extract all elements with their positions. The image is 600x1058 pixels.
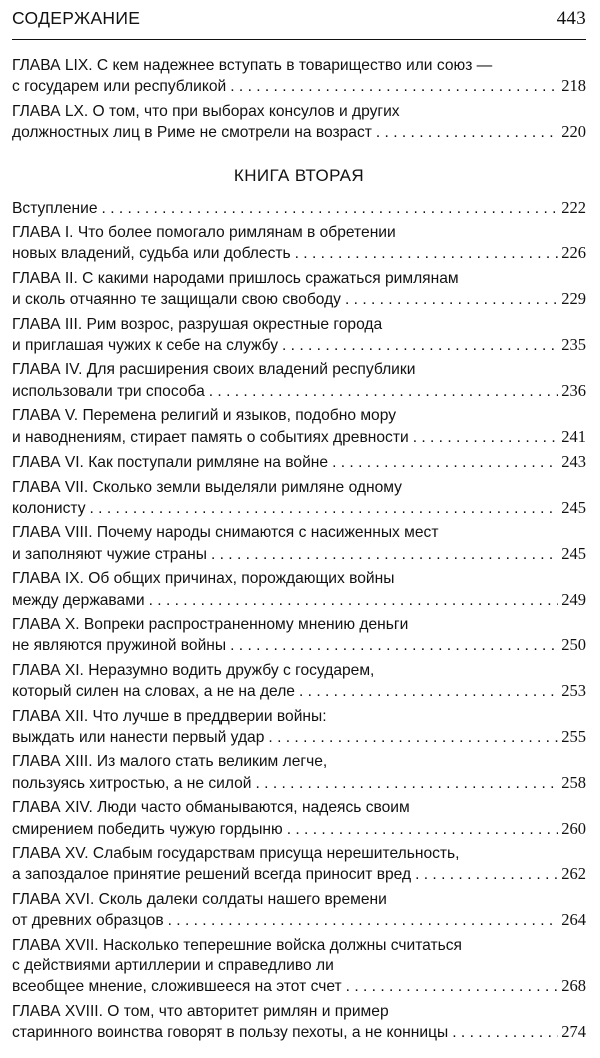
- toc-entry-line: ГЛАВА X. Вопреки распространенному мнению деньги: [12, 615, 409, 633]
- toc-entry-final-line: [12, 819, 586, 840]
- toc-entry-text: старинного воинства говорят в пользу пехоты, а не конницы: [12, 1024, 449, 1042]
- dot-leader: [211, 545, 558, 565]
- header-rule: [12, 39, 586, 40]
- toc-entry: [12, 360, 586, 402]
- toc-entry: [12, 56, 586, 98]
- toc-entry: [12, 661, 586, 703]
- toc-entry: [12, 890, 586, 932]
- toc-entry-text: выждать или нанести первый удар: [12, 728, 265, 746]
- toc-entry-final-line: [12, 727, 586, 748]
- toc-entry-final-line: [12, 198, 586, 219]
- toc-entry-page: 249: [561, 589, 586, 609]
- toc-entry: [12, 223, 586, 265]
- toc-entry-text: смирением победить чужую гордыню: [12, 820, 283, 838]
- dot-leader: [415, 865, 558, 885]
- toc-entry-page: 253: [561, 681, 586, 701]
- toc-entry-line: ГЛАВА LX. О том, что при выборах консулов и других: [12, 102, 400, 120]
- toc-entry-final-line: [12, 635, 586, 656]
- toc-entry-final-line: [12, 498, 586, 519]
- toc-entry-line: ГЛАВА IV. Для расширения своих владений республики: [12, 361, 416, 379]
- toc-entry-text: и наводнениям, стирает память о событиях древности: [12, 428, 409, 446]
- toc-entry-final-line: [12, 976, 586, 997]
- dot-leader: [376, 123, 558, 143]
- book-one-tail: [12, 56, 586, 144]
- toc-entry-page: 245: [561, 543, 586, 563]
- running-head-title: СОДЕРЖАНИЕ: [12, 8, 141, 28]
- toc-entry-page: 220: [561, 122, 586, 142]
- toc-entry-text: с государем или республикой: [12, 78, 227, 96]
- toc-entry-final-line: [12, 1022, 586, 1043]
- toc-entry-page: 250: [561, 635, 586, 655]
- toc-entry-final-line: [12, 381, 586, 402]
- toc-entry-text: и заполняют чужие страны: [12, 545, 207, 563]
- toc-entry: [12, 269, 586, 311]
- toc-entry: [12, 452, 586, 473]
- toc-entry-line: ГЛАВА IX. Об общих причинах, порождающих войны: [12, 570, 395, 588]
- dot-leader: [268, 728, 558, 748]
- toc-entry: [12, 523, 586, 565]
- toc-entry: [12, 1002, 586, 1044]
- toc-entry-line: ГЛАВА VII. Сколько земли выделяли римляне одному: [12, 478, 402, 496]
- dot-leader: [299, 682, 558, 702]
- toc-entry-final-line: [12, 681, 586, 702]
- toc-entry-page: 268: [561, 976, 586, 996]
- dot-leader: [287, 820, 559, 840]
- dot-leader: [332, 453, 558, 473]
- toc-entry-line: ГЛАВА III. Рим возрос, разрушая окрестные города: [12, 315, 383, 333]
- toc-entry-page: 274: [561, 1022, 586, 1042]
- toc-entry: [12, 406, 586, 448]
- toc-entry-final-line: [12, 452, 586, 473]
- toc-entry-line: ГЛАВА XVI. Сколь далеки солдаты нашего времени: [12, 890, 387, 908]
- toc-entry-page: 245: [561, 497, 586, 517]
- toc-entry-text: пользуясь хитростью, а не силой: [12, 774, 252, 792]
- toc-entry-final-line: [12, 544, 586, 565]
- toc-entry: [12, 478, 586, 520]
- toc-entry-line: ГЛАВА XV. Слабым государствам присуща нерешительность,: [12, 845, 460, 862]
- toc-entry-page: 218: [561, 76, 586, 96]
- toc-entry-line: ГЛАВА I. Что более помогало римлянам в обретении: [12, 224, 396, 242]
- toc-entry-line: ГЛАВА XII. Что лучше в преддверии войны:: [12, 707, 327, 725]
- dot-leader: [102, 199, 559, 219]
- toc-entry-text: который силен на словах, а не на деле: [12, 683, 295, 701]
- dot-leader: [256, 774, 559, 794]
- toc-entry-page: 262: [561, 864, 586, 884]
- book-two-entries: [12, 198, 586, 1044]
- toc-entry-page: 229: [561, 289, 586, 309]
- toc-entry-page: 255: [561, 726, 586, 746]
- toc-entry: [12, 315, 586, 357]
- toc-entry-line: ГЛАВА VIII. Почему народы снимаются с насиженных мест: [12, 524, 439, 542]
- toc-entry-page: 236: [561, 380, 586, 400]
- toc-entry-line: ГЛАВА XIV. Люди часто обманываются, надеясь своим: [12, 799, 410, 817]
- dot-leader: [452, 1023, 558, 1043]
- toc-entry-page: 260: [561, 818, 586, 838]
- toc-entry-text: не являются пружиной войны: [12, 637, 227, 655]
- toc-entry-final-line: [12, 427, 586, 448]
- toc-entry-line: ГЛАВА XI. Неразумно водить дружбу с государем,: [12, 661, 375, 679]
- toc-entry: [12, 102, 586, 144]
- book-two-title: КНИГА ВТОРАЯ: [233, 165, 365, 185]
- dot-leader: [230, 77, 558, 97]
- toc-entry-final-line: [12, 864, 586, 885]
- toc-entry-line: ГЛАВА XIII. Из малого стать великим легче,: [12, 753, 328, 771]
- toc-entry-page: 222: [561, 197, 586, 217]
- toc-entry-page: 243: [561, 452, 586, 472]
- dot-leader: [149, 591, 559, 611]
- toc-entry-text: Вступление: [12, 199, 98, 217]
- toc-entry-page: 241: [561, 426, 586, 446]
- toc-entry: [12, 198, 586, 219]
- toc-entry-final-line: [12, 773, 586, 794]
- toc-entry-text: должностных лиц в Риме не смотрели на возраст: [12, 124, 372, 142]
- toc-entry: [12, 752, 586, 794]
- toc-entry-final-line: [12, 122, 586, 143]
- dot-leader: [295, 244, 559, 264]
- dot-leader: [346, 977, 559, 997]
- toc-entry-page: 226: [561, 243, 586, 263]
- toc-entry-line: ГЛАВА V. Перемена религий и языков, подобно мору: [12, 407, 397, 425]
- toc-entry-line: ГЛАВА XVIII. О том, что авторитет римлян и пример: [12, 1002, 389, 1020]
- toc-entry-text: всеобщее мнение, сложившееся на этот счет: [12, 978, 342, 996]
- toc-entry: [12, 844, 586, 886]
- toc-entry-final-line: [12, 289, 586, 310]
- dot-leader: [345, 290, 558, 310]
- toc-entry-line: ГЛАВА II. С какими народами пришлось сражаться римлянам: [12, 269, 459, 287]
- toc-entry-line: ГЛАВА XVII. Насколько теперешние войска должны считаться: [12, 936, 463, 954]
- toc-entry-final-line: [12, 910, 586, 931]
- toc-entry-line: ГЛАВА LIX. С кем надежнее вступать в товарищество или союз —: [12, 57, 493, 74]
- dot-leader: [413, 428, 559, 448]
- toc-entry-text: и приглашая чужих к себе на службу: [12, 337, 278, 355]
- toc-entry: [12, 615, 586, 657]
- toc-entry-text: ГЛАВА VI. Как поступали римляне на войне: [12, 454, 329, 472]
- toc-entry-text: и сколь отчаянно те защищали свою свободу: [12, 291, 341, 309]
- dot-leader: [90, 499, 559, 519]
- toc-entry-page: 258: [561, 772, 586, 792]
- toc-entry: [12, 936, 586, 998]
- toc-entry-final-line: [12, 243, 586, 264]
- toc-entry-text: использовали три способа: [12, 382, 205, 400]
- toc-entry-text: новых владений, судьба или доблесть: [12, 245, 291, 263]
- toc-entry-page: 235: [561, 335, 586, 355]
- toc-entry-text: а запоздалое принятие решений всегда приносит вред: [12, 866, 412, 884]
- dot-leader: [230, 636, 558, 656]
- running-head: [12, 8, 586, 34]
- toc-entry-final-line: [12, 590, 586, 611]
- dot-leader: [282, 336, 558, 356]
- toc-entry: [12, 707, 586, 749]
- toc-entry-text: от древних образцов: [12, 912, 164, 930]
- dot-leader: [168, 911, 559, 931]
- page-number: 443: [556, 8, 586, 29]
- toc-entry: [12, 569, 586, 611]
- toc-entry: [12, 798, 586, 840]
- toc-entry-final-line: [12, 335, 586, 356]
- dot-leader: [209, 382, 559, 402]
- toc-entry-line: с действиями артиллерии и справедливо ли: [12, 957, 334, 975]
- toc-entry-text: между державами: [12, 591, 145, 609]
- toc-entry-final-line: [12, 76, 586, 97]
- toc-entry-text: колонисту: [12, 499, 86, 517]
- toc-entry-page: 264: [561, 910, 586, 930]
